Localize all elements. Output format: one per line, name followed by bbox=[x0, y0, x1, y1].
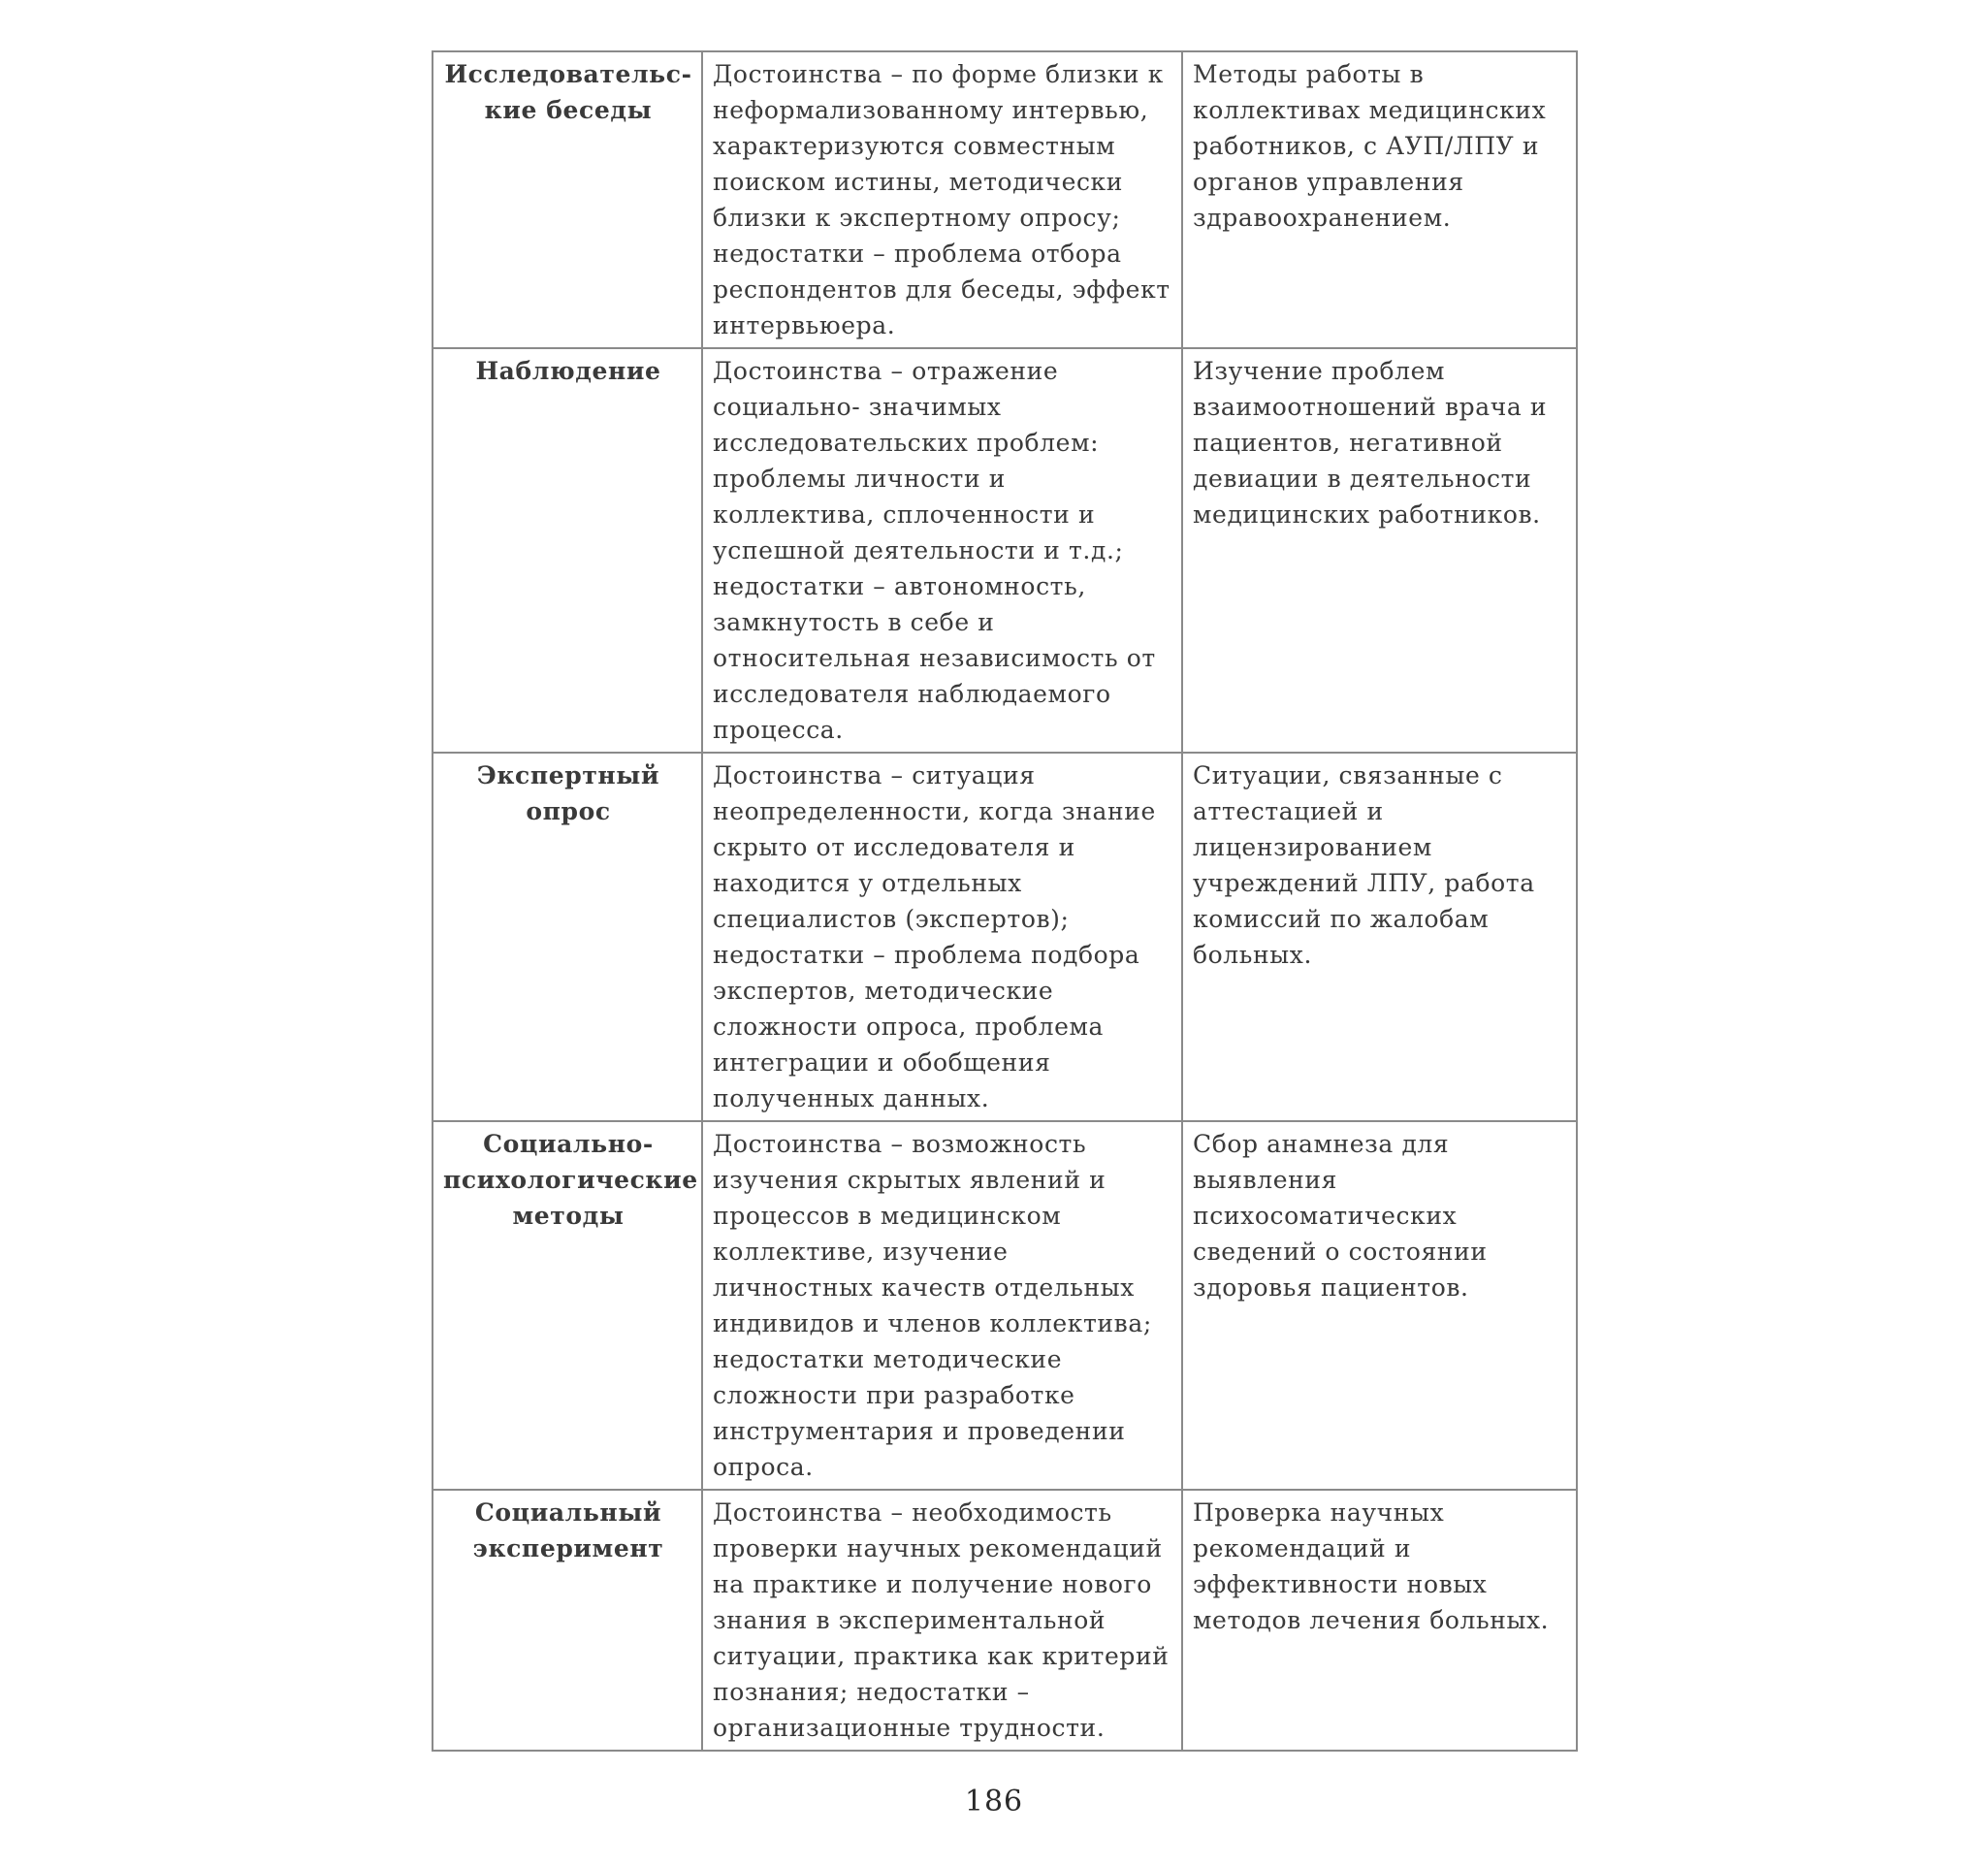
method-name-cell: Экспертный опрос bbox=[433, 753, 702, 1121]
assessment-cell: Достоинства – ситуация неопределенности, когда знание скрыто от исследователя и находится у отдельных специалистов (экспертов); недостатки – проблема подбора экспертов, методические сложности опроса, проблема интеграции и обобщения полученных данных. bbox=[702, 753, 1182, 1121]
application-cell: Методы работы в коллективах медицинских работников, с АУП/ЛПУ и органов управления здравоохранением. bbox=[1182, 51, 1577, 348]
assessment-cell: Достоинства – отражение социально- значимых исследовательских проблем: проблемы личности и коллектива, сплоченности и успешной деятельности и т.д.; недостатки – автономность, замкнутость в себе и относительная независимость от исследователя наблюдаемого процесса. bbox=[702, 348, 1182, 753]
application-cell: Сбор анамнеза для выявления психосоматических сведений о состоянии здоровья пациентов. bbox=[1182, 1121, 1577, 1490]
application-cell: Ситуации, связанные с аттестацией и лицензированием учреждений ЛПУ, работа комиссий по жалобам больных. bbox=[1182, 753, 1577, 1121]
method-name-cell: Наблюдение bbox=[433, 348, 702, 753]
method-name-cell: Исследовательс-кие беседы bbox=[433, 51, 702, 348]
method-name-cell: Социальный эксперимент bbox=[433, 1490, 702, 1751]
application-cell: Проверка научных рекомендаций и эффективности новых методов лечения больных. bbox=[1182, 1490, 1577, 1751]
method-name-cell: Социально-психологические методы bbox=[433, 1121, 702, 1490]
table-row bbox=[433, 51, 1577, 348]
assessment-cell: Достоинства – необходимость проверки научных рекомендаций на практике и получение нового знания в экспериментальной ситуации, практика как критерий познания; недостатки – организационные трудности. bbox=[702, 1490, 1182, 1751]
research-methods-table bbox=[432, 50, 1578, 1752]
assessment-cell: Достоинства – возможность изучения скрытых явлений и процессов в медицинском коллективе, изучение личностных качеств отдельных индивидов и членов коллектива; недостатки методические сложности при разработке инструментария и проведении опроса. bbox=[702, 1121, 1182, 1490]
table-row bbox=[433, 753, 1577, 1121]
assessment-cell: Достоинства – по форме близки к неформализованному интервью, характеризуются совместным поиском истины, методически близки к экспертному опросу; недостатки – проблема отбора респондентов для беседы, эффект интервьюера. bbox=[702, 51, 1182, 348]
page-number: 186 bbox=[964, 1785, 1024, 1819]
table-row bbox=[433, 1490, 1577, 1751]
table-row bbox=[433, 1121, 1577, 1490]
application-cell: Изучение проблем взаимоотношений врача и пациентов, негативной девиации в деятельности медицинских работников. bbox=[1182, 348, 1577, 753]
table-row bbox=[433, 348, 1577, 753]
